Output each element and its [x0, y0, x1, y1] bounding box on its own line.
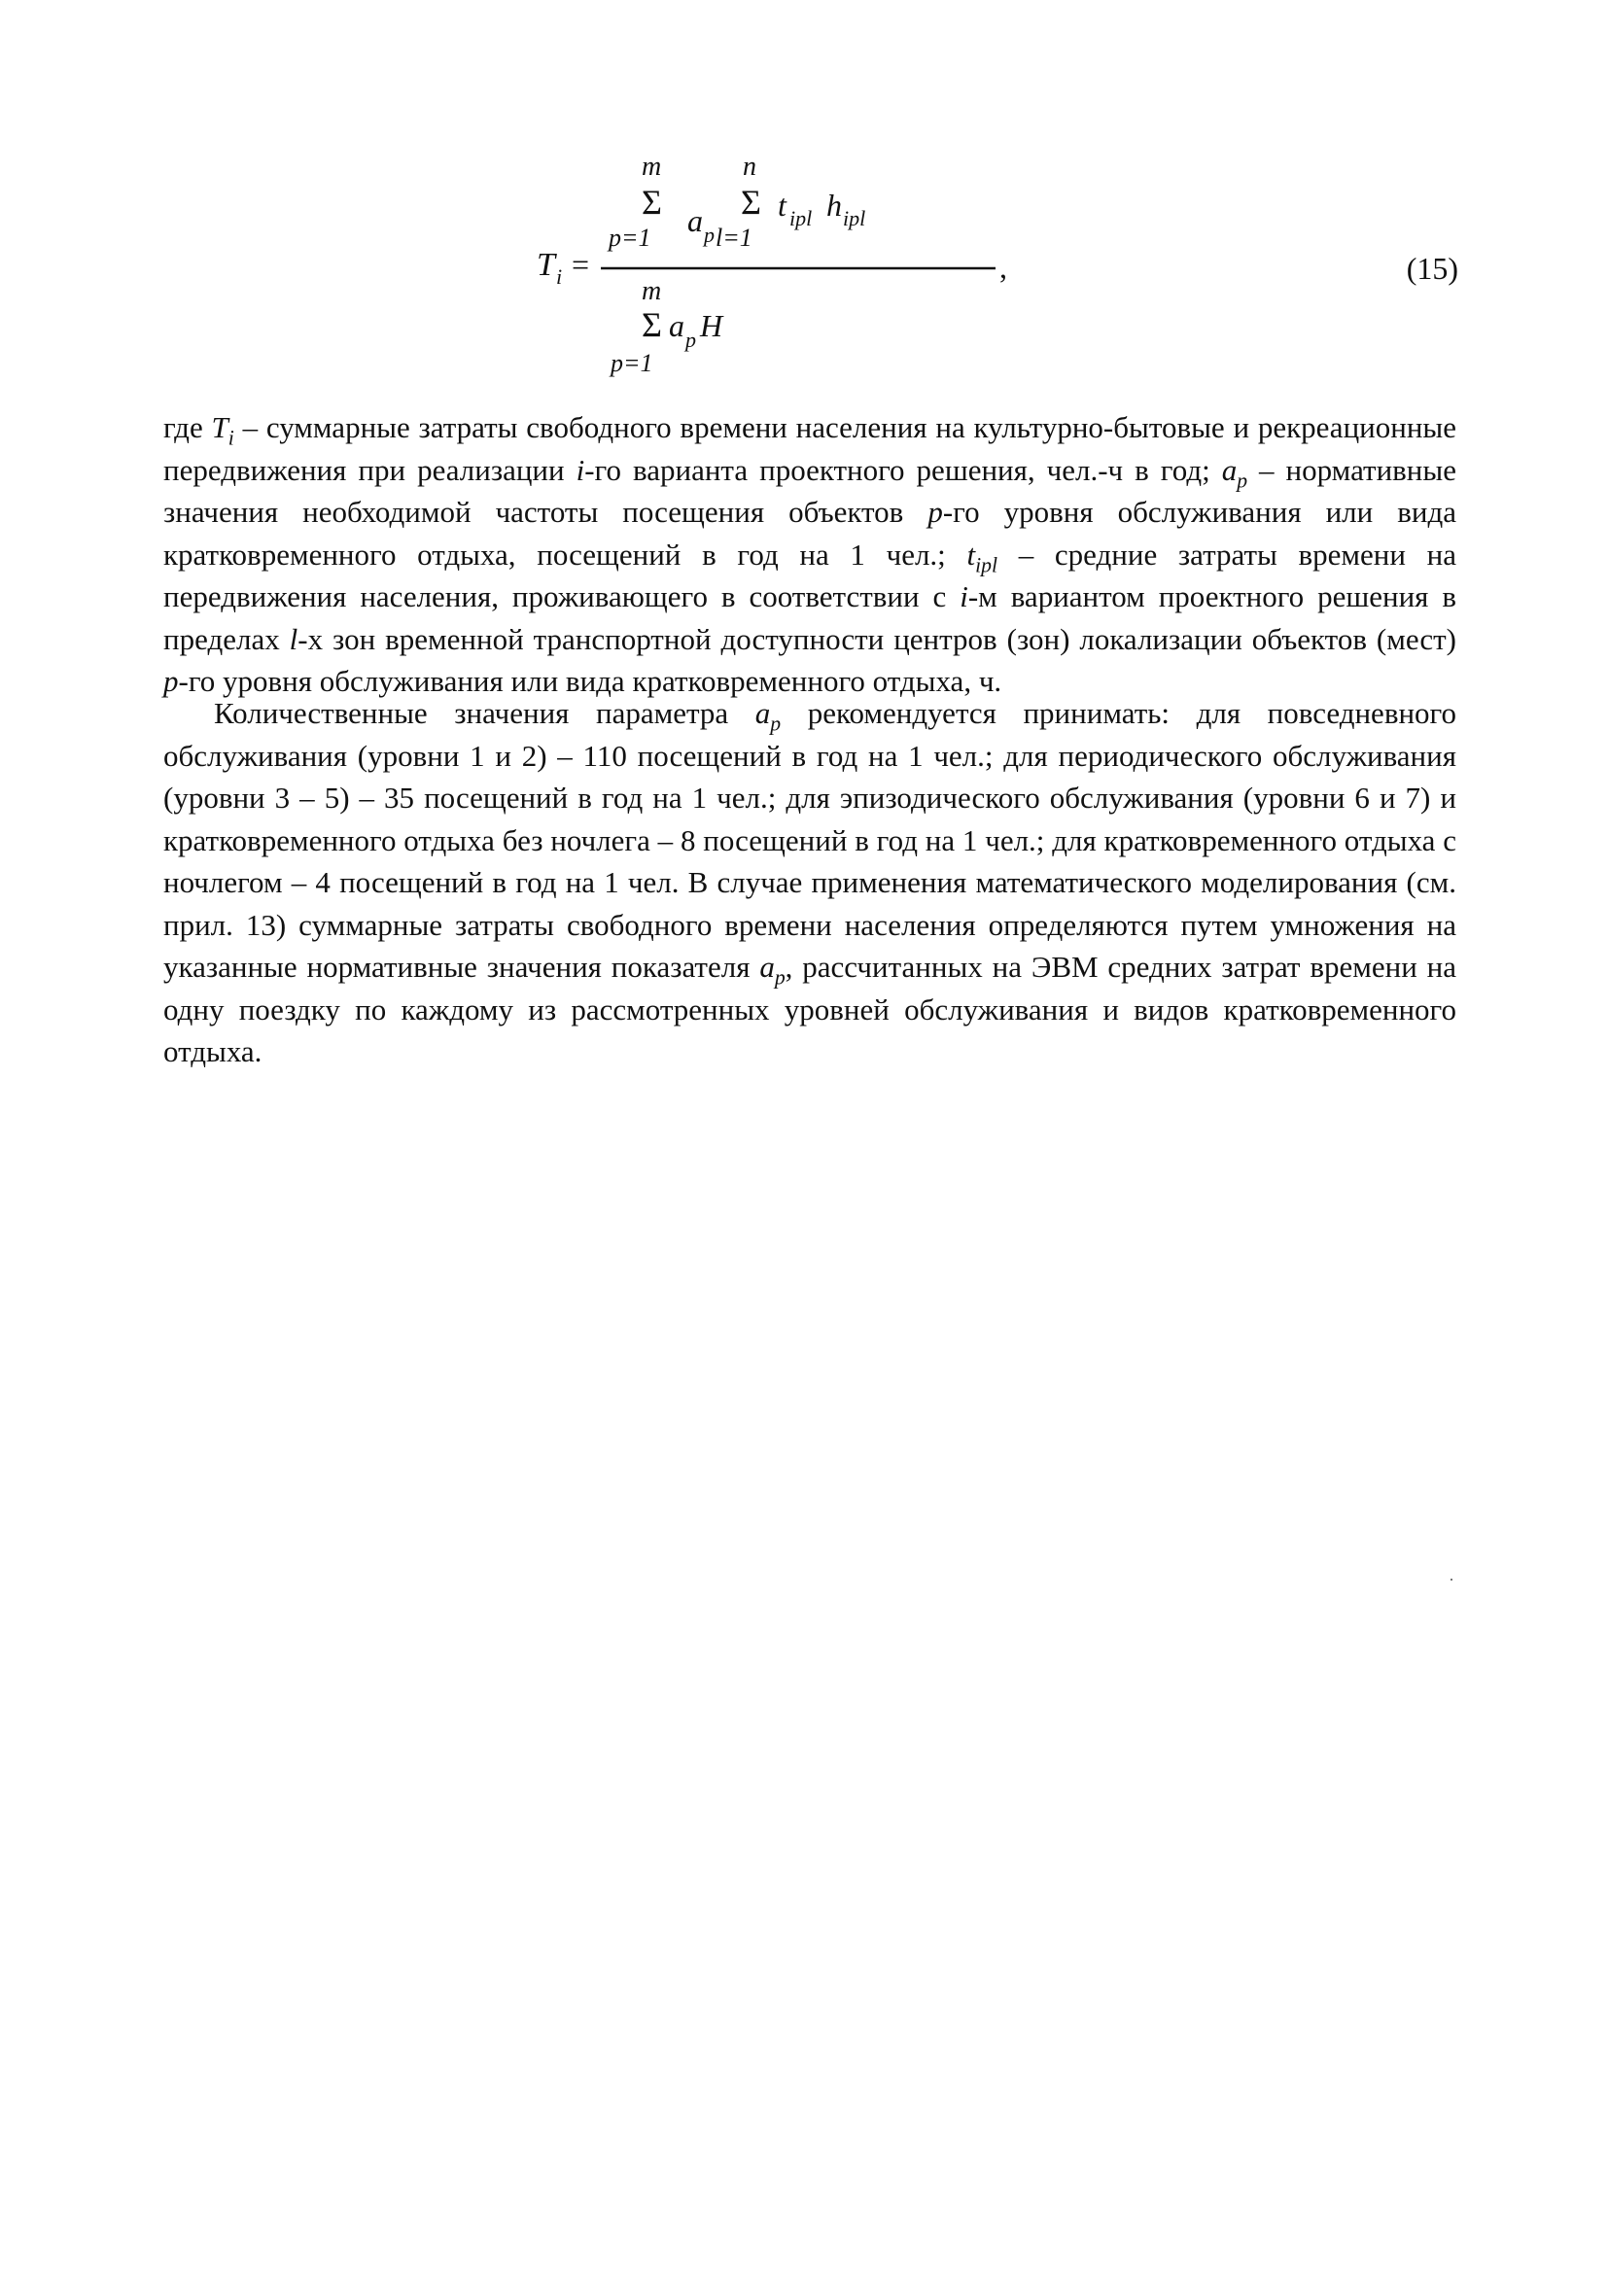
- den-coef-sub: p: [685, 328, 696, 352]
- num-sum2-lower: l=1: [716, 224, 752, 252]
- den-coef: a: [669, 308, 684, 343]
- var-t: t: [966, 537, 976, 572]
- formula-svg: [194, 146, 1458, 399]
- formula-equals: =: [572, 247, 590, 282]
- formula-lhs-sub: i: [556, 264, 563, 289]
- definitions-paragraph: где $T_i$ – суммарные затраты свободного времени населения на культурно-бытовые и рекреационные передвижения при реализации i-го варианта проектного решения, чел.-ч в год; $a_p$ – нормативные значения необходимой частоты посещения объектов p-го уровня обслуживания или вида кратковременного отдыха, посещений в год на 1 чел.; $t_{ipl}$ – средние затраты времени на передвижения населения, проживающего в соответствии с i-м вариантом проектного решения в пределах l-х зон временной транспортной доступности центров (зон) локализации объектов (мест) p-го уровня обслуживания или вида кратковременного отдыха, ч.: [163, 410, 1457, 698]
- num-sum1-lower: p=1: [609, 224, 651, 252]
- num-sum2-upper: n: [743, 152, 756, 182]
- den-sum-lower: p=1: [611, 349, 653, 377]
- formula-comma: ,: [999, 250, 1007, 285]
- var-T: T: [211, 410, 228, 444]
- num-term1-sub: ipl: [789, 206, 813, 230]
- num-sum1-upper: m: [642, 152, 662, 182]
- den-sum-upper: m: [642, 276, 662, 306]
- scan-speck: [1451, 1579, 1452, 1581]
- num-coef-sub: p: [704, 223, 715, 247]
- values-paragraph: Количественные значения параметра $a_p$ рекомендуется принимать: для повседневного обслуживания (уровни 1 и 2) – 110 посещений в год на 1 чел.; для периодического обслуживания (уровни 3 – 5) – 35 посещений в год на 1 чел.; для эпизодического обслуживания (уровни 6 и 7) и кратковременного отдыха без ночлега – 8 посещений в год на 1 чел.; для кратковременного отдыха с ночлегом – 4 посещений в год на 1 чел. В случае применения математического моделирования (см. прил. 13) суммарные затраты свободного времени населения определяются путем умножения на указанные нормативные значения показателя $a_p$, рассчитанных на ЭВМ средних затрат времени на одну поездку по каждому из рассмотренных уровней обслуживания и видов кратковременного отдыха.: [163, 696, 1456, 1068]
- num-sum1-sigma: Σ: [642, 183, 662, 222]
- num-coef: a: [687, 203, 703, 238]
- num-term2: h: [826, 188, 842, 223]
- num-sum2-sigma: Σ: [741, 183, 761, 222]
- var-a: a: [1221, 452, 1238, 487]
- num-term1: t: [778, 188, 787, 223]
- formula-15: [194, 146, 1458, 399]
- formula-lhs: T: [537, 247, 555, 283]
- den-term: H: [700, 308, 723, 343]
- num-term2-sub: ipl: [843, 206, 866, 230]
- equation-number: (15): [1406, 251, 1458, 286]
- den-sum-sigma: Σ: [642, 305, 662, 344]
